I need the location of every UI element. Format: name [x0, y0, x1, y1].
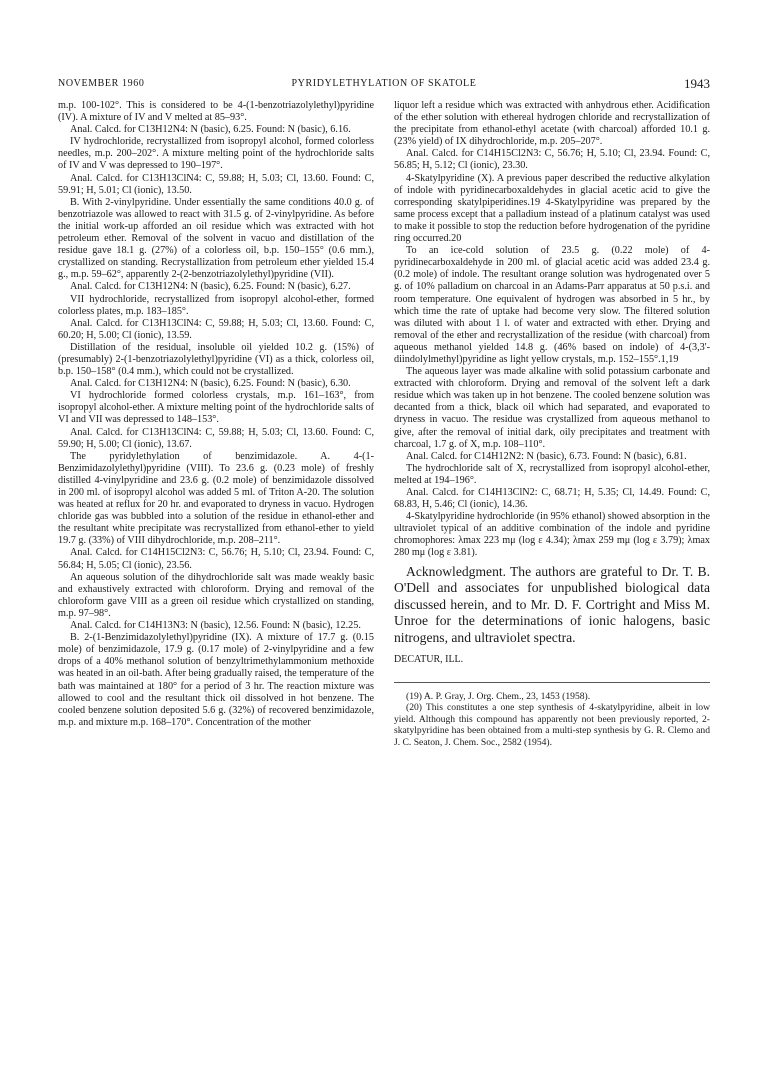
header-date: NOVEMBER 1960	[58, 78, 145, 89]
left-column	[58, 100, 374, 729]
paragraph: 4-Skatylpyridine (X). A previous paper described the reductive alkylation of indole with pyridinecarboxaldehydes in glacial acetic acid to give the corresponding skatylpiperidines.19 4-Skatylpyridine was prepared by the same process except that a palladium instead of a platinum catalyst was used to make it possible to stop the reduction before hydrogenation of the pyridine ring occurred.20	[394, 172, 710, 245]
paragraph: Anal. Calcd. for C13H13ClN4: C, 59.88; H, 5.03; Cl, 13.60. Found: C, 59.90; H, 5.00; Cl (ionic), 13.67.	[58, 426, 374, 450]
paragraph: Anal. Calcd. for C13H12N4: N (basic), 6.25. Found: N (basic), 6.30.	[70, 378, 351, 390]
acknowledgment: Acknowledgment. The authors are grateful to Dr. T. B. O'Dell and associates for unpublished biological data discussed herein, and to Mr. D. F. Cortright and Miss M. Unroe for the determinations of ionic halogens, basic nitrogens, and ultraviolet spectra.	[394, 563, 710, 645]
paragraph: VII hydrochloride, recrystallized from isopropyl alcohol-ether, formed colorless plates, m.p. 183–185°.	[58, 293, 374, 317]
footnote: (20) This constitutes a one step synthesis of 4-skatylpyridine, albeit in low yield. Although this compound has apparently not been previously reported, 2-skatylpyridine has been obtained from a multi-step synthesis by G. R. Clemo and J. C. Seaton, J. Chem. Soc., 2582 (1954).	[394, 702, 710, 748]
header-title: PYRIDYLETHYLATION OF SKATOLE	[291, 78, 477, 89]
paragraph: Anal. Calcd. for C13H12N4: N (basic), 6.25. Found: N (basic), 6.16.	[70, 124, 351, 136]
page-number: 1943	[684, 76, 710, 91]
running-header	[58, 78, 710, 94]
right-column	[394, 100, 710, 749]
footnote: (19) A. P. Gray, J. Org. Chem., 23, 1453 (1958).	[406, 690, 591, 702]
paragraph: Anal. Calcd. for C13H13ClN4: C, 59.88; H, 5.03; Cl, 13.60. Found: C, 59.91; H, 5.01; Cl (ionic), 13.50.	[58, 172, 374, 196]
paragraph: Anal. Calcd. for C14H15Cl2N3: C, 56.76; H, 5.10; Cl, 23.94. Found: C, 56.84; H, 5.05; Cl (ionic), 23.56.	[58, 547, 374, 571]
paragraph: liquor left a residue which was extracted with anhydrous ether. Acidification of the ether solution with ethereal hydrogen chloride and recrystallization of the precipitate from ethanol-ethyl acetate (with charcoal) afforded 10.1 g. (23% yield) of IX dihydrochloride, m.p. 205–207°.	[394, 100, 710, 148]
paragraph: B. 2-(1-Benzimidazolylethyl)pyridine (IX). A mixture of 17.7 g. (0.15 mole) of benzimidazole, 17.9 g. (0.17 mole) of 2-vinylpyridine and a few drops of a 40% methanol solution of benzyltrimethylammonium methoxide was heated in an oil-bath. After being gradually raised, the temperature of the bath was maintained at 180° for a period of 3 hr. The reaction mixture was allowed to cool and the resultant thick oil dissolved in hot benzene. The cooled benzene solution deposited 5.6 g. (32%) of recovered benzimidazole, m.p. and mixture m.p. 168–170°. Concentration of the mother	[58, 632, 374, 728]
paragraph: Anal. Calcd. for C13H12N4: N (basic), 6.25. Found: N (basic), 6.27.	[70, 281, 351, 293]
footnotes	[394, 691, 710, 749]
author-location: DECATUR, ILL.	[394, 653, 464, 665]
paragraph: m.p. 100-102°. This is considered to be 4-(1-benzotriazolylethyl)pyridine (IV). A mixture of IV and V melted at 85–93°.	[58, 100, 374, 124]
paragraph: B. With 2-vinylpyridine. Under essentially the same conditions 40.0 g. of benzotriazole was allowed to react with 31.5 g. of 2-vinylpyridine. As before the initial work-up afforded an oil residue which was extracted with hot petroleum ether. Removal of the solvent in vacuo and distillation of the residue gave 18.1 g. (27%) of a colorless oil, b.p. 150–155° (0.6 mm.), crystallized on standing. Recrystallization from petroleum ether yielded 15.4 g., m.p. 59–62°, apparently 2-(2-benzotriazolylethyl)pyridine (VII).	[58, 196, 374, 281]
paragraph: An aqueous solution of the dihydrochloride salt was made weakly basic and exhaustively extracted with chloroform. Drying and removal of the chloroform gave VIII as a green oil residue which crystallized on standing, m.p. 97–98°.	[58, 571, 374, 619]
paragraph: Anal. Calcd. for C14H13N3: N (basic), 12.56. Found: N (basic), 12.25.	[70, 620, 361, 632]
paragraph: The pyridylethylation of benzimidazole. A. 4-(1-Benzimidazolylethyl)pyridine (VIII). To 23.6 g. (0.23 mole) of freshly distilled 4-vinylpyridine and 23.6 g. (0.2 mole) of benzimidazole dissolved in 200 ml. of isopropyl alcohol was added 5 ml. of Triton A-20. The solution was heated at reflux for 20 hr. and evaporated to dryness in vacuo. Hydrogen chloride gas was bubbled into a solution of the residue in ethanol-ether and the resultant white precipitate was recrystallized from ethanol-ether to yield 19.7 g. (33%) of VIII dihydrochloride, m.p. 208–211°.	[58, 450, 374, 547]
paragraph: VI hydrochloride formed colorless crystals, m.p. 161–163°, from isopropyl alcohol-ether. A mixture melting point of the hydrochloride salts of VI and VII was depressed to 148–153°.	[58, 390, 374, 426]
paragraph: Anal. Calcd. for C14H12N2: N (basic), 6.73. Found: N (basic), 6.81.	[406, 450, 687, 462]
paragraph: IV hydrochloride, recrystallized from isopropyl alcohol, formed colorless needles, m.p. 200–202°. A mixture melting point of the hydrochloride salts of IV and V was depressed to 190–197°.	[58, 136, 374, 172]
paragraph: Distillation of the residual, insoluble oil yielded 10.2 g. (15%) of (presumably) 2-(1-benzotriazolylethyl)pyridine (VI) as a thick, colorless oil, b.p. 150–158° (0.4 mm.), which could not be crystallized.	[58, 341, 374, 378]
paragraph: Anal. Calcd. for C13H13ClN4: C, 59.88; H, 5.03; Cl, 13.60. Found: C, 60.20; H, 5.00; Cl (ionic), 13.59.	[58, 317, 374, 341]
paragraph: Anal. Calcd. for C14H13ClN2: C, 68.71; H, 5.35; Cl, 14.49. Found: C, 68.83, H, 5.46; Cl (ionic), 14.36.	[394, 487, 710, 511]
footnote-divider	[394, 682, 710, 683]
paragraph: Anal. Calcd. for C14H15Cl2N3: C, 56.76; H, 5.10; Cl, 23.94. Found: C, 56.85; H, 5.12; Cl (ionic), 23.30.	[394, 148, 710, 172]
paragraph: The aqueous layer was made alkaline with solid potassium carbonate and extracted with chloroform. Drying and removal of the solvent left a dark residue which was taken up in hot benzene. The cooled benzene solution was decanted from a thick, black oil which had separated, and evaporated to dryness in vacuo. The residue was crystallized from aqueous methanol to give, after the removal of initial dark, oily precipitates and treatment with charcoal, 1.7 g. of X, m.p. 108–110°.	[394, 366, 710, 450]
paragraph: To an ice-cold solution of 23.5 g. (0.22 mole) of 4-pyridinecarboxaldehyde in 200 ml. of glacial acetic acid was added 23.4 g. (0.2 mole) of indole. The resultant orange solution was hydrogenated over 5 g. of 10% palladium on charcoal in an Adams-Parr apparatus at 50 p.s.i. and room temperature. One equivalent of hydrogen was absorbed in 5 hr., by which time the rate of uptake had become very slow. The filtered solution was diluted with about 1 l. of water and extracted with ether. Drying and removal of the ether and recrystallization of the residue (with charcoal) from aqueous methanol yielded 14.8 g. (46% based on indole) of 4-(3,3'-diindolylmethyl)pyridine as light yellow crystals, m.p. 152–155°.1,19	[394, 245, 710, 365]
paragraph: 4-Skatylpyridine hydrochloride (in 95% ethanol) showed absorption in the ultraviolet typical of an additive combination of the indole and pyridine chromophores: λmax 223 mμ (log ε 4.34); λmax 259 mμ (log ε 3.79); λmax 280 mμ (log ε 3.81).	[394, 511, 710, 559]
paragraph: The hydrochloride salt of X, recrystallized from isopropyl alcohol-ether, melted at 194–196°.	[394, 462, 710, 486]
